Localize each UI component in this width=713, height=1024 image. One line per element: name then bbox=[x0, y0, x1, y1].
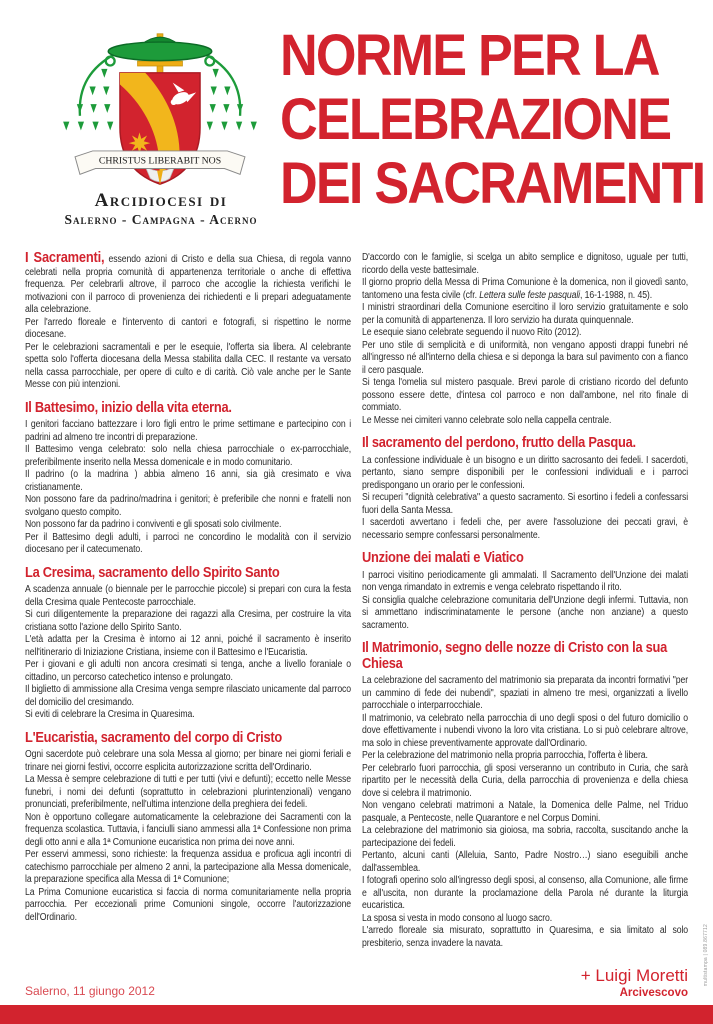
page-title bbox=[280, 24, 703, 216]
motto-text: CHRISTUS LIBERABIT NOS bbox=[98, 155, 222, 167]
paragraph: L'arredo floreale sia misurato, soprattutto in Quaresima, e sia limitato al solo presbiterio, senza invadere la navata. bbox=[362, 925, 689, 949]
title-line-2: CELEBRAZIONE bbox=[280, 87, 671, 152]
paragraph: Per il Battesimo degli adulti, i parroci ne concordino le modalità con il servizio diocesano per il catecumenato. bbox=[25, 531, 352, 555]
paragraph: Non possono fare da padrino/madrina i genitori; è preferibile che nonni e fratelli non svolgano questo compito. bbox=[25, 494, 352, 518]
paragraph: Per uno stile di semplicità e di uniformità, non vengano apposti drappi funebri né all'ingresso né all'interno della chiesa e si deponga la bara sul pavimento con a fianco il cero pasquale. bbox=[362, 339, 689, 376]
paragraph: I ministri straordinari della Comunione esercitino il loro servizio gratuitamente e solo per la comunità di appartenenza. Il loro servizio ha durata quinquennale. bbox=[362, 302, 689, 326]
signature-block bbox=[581, 966, 688, 1000]
galero-hat-icon bbox=[108, 37, 212, 60]
paragraph: Il giorno proprio della Messa di Prima Comunione è la domenica, non il giovedì santo, tantomeno una festa civile (cfr. Lettera sulle feste pasquali, 16-1-1988, n. 45). bbox=[362, 277, 689, 301]
paragraph: Si consiglia qualche celebrazione comunitaria dell'Unzione degli infermi. Tuttavia, non si ammettano indiscriminatamente le persone (anche non anziane) a questo sacramento. bbox=[362, 594, 689, 631]
footer-red-bar bbox=[0, 1005, 713, 1024]
paragraph: Per celebrarlo fuori parrocchia, gli sposi verseranno un contributo in Curia, che sarà ripartito per le necessità della Curia, della parrocchia di provenienza e della chiesa dove si celebra il matrimonio. bbox=[362, 762, 689, 799]
section-heading: La Cresima, sacramento dello Spirito Santo bbox=[25, 564, 280, 581]
paragraph: A scadenza annuale (o biennale per le parrocchie piccole) si prepari con cura la festa della Cresima quale Pentecoste parrocchiale. bbox=[25, 584, 352, 608]
paragraph: Il matrimonio, va celebrato nella parrocchia di uno degli sposi o del futuro domicilio o dove effettivamente i nubendi vivono la loro vita cristiana. Lo si può celebrare altrove, ma solo in chiese preventivamente approvate dall'Ordinario. bbox=[362, 712, 689, 749]
diocese-name: Arcidiocesi di bbox=[94, 190, 228, 211]
left-column bbox=[25, 252, 351, 924]
paragraph: Il biglietto di ammissione alla Cresima venga sempre rilasciato unicamente dal parroco del domicilio del cresimando. bbox=[25, 684, 352, 708]
section-heading: Unzione dei malati e Viatico bbox=[362, 550, 524, 566]
paragraph: Non è opportuno collegare automaticamente la celebrazione dei Sacramenti con la frequenza scolastica. Tuttavia, i fanciulli siano ammessi alla 1ª Confessione non prima degli otto anni e alla 1ª Comunione eucaristica non prima dei nove anni. bbox=[25, 811, 352, 848]
paragraph: I Sacramenti, essendo azioni di Cristo e della sua Chiesa, di regola vanno celebrati nella propria comunità di appartenenza territoriale o anche di effettiva frequenza. Per celebrarli altrove, il parroco che accoglie la richiesta verifichi le motivazioni con il parroco di provenienza dei richiedenti e li prepari adeguatamente alla celebrazione. bbox=[25, 250, 352, 315]
paragraph: La celebrazione del matrimonio sia gioiosa, ma sobria, raccolta, suscitando anche la partecipazione dei fedeli. bbox=[362, 825, 689, 849]
paragraph: Non possono far da padrino i conviventi e gli sposati solo civilmente. bbox=[25, 519, 282, 530]
section-heading: Il Battesimo, inizio della vita eterna. bbox=[25, 399, 232, 416]
coat-of-arms-graphic bbox=[42, 24, 278, 190]
paragraph: D'accordo con le famiglie, si scelga un abito semplice e dignitoso, uguale per tutti, ricordo della veste battesimale. bbox=[362, 252, 689, 276]
section-heading: Il sacramento del perdono, frutto della Pasqua. bbox=[362, 435, 636, 451]
paragraph: La sposa si vesta in modo consono al luogo sacro. bbox=[362, 912, 553, 924]
title-line-3: DEI SACRAMENTI bbox=[280, 151, 705, 216]
paragraph: I fotografi operino solo all'ingresso degli sposi, al consenso, alla Comunione, alle firme e all'uscita, non durante la proclamazione della Parola né durante la liturgia eucaristica. bbox=[362, 875, 689, 911]
title-line-1: NORME PER LA bbox=[280, 23, 659, 88]
paragraph: Si tenga l'omelia sul mistero pasquale. Brevi parole di cristiano ricordo del defunto possono essere dette, d'intesa col parroco e non dall'ambone, nel rito finale di commiato. bbox=[362, 377, 689, 413]
paragraph: Si eviti di celebrare la Cresima in Quaresima. bbox=[25, 709, 195, 720]
paragraph: La confessione individuale è un bisogno e un diritto sacrosanto dei fedeli. I sacerdoti, pertanto, siano sempre disponibili per le confessioni individuali e i parroci predispongano un orario per le confessioni. bbox=[362, 454, 689, 491]
printer-credit: multistampa | 089.867712 bbox=[703, 923, 709, 986]
paragraph: L'età adatta per la Cresima è intorno ai 12 anni, poiché il sacramento è inserito nell'itinerario di Iniziazione Cristiana, insieme con il Battesimo e l'Eucaristia. bbox=[25, 634, 352, 658]
paragraph: I parroci visitino periodicamente gli ammalati. Il Sacramento dell'Unzione dei malati non venga rimandato in extremis e venga celebrato rispettando il rito. bbox=[362, 569, 689, 593]
paragraph: Si recuperi "dignità celebrativa" a questo sacramento. Si esortino i fedeli a confessarsi fuori della Santa Messa. bbox=[362, 492, 689, 516]
paragraph: La celebrazione del sacramento del matrimonio sia preparata da incontri formativi "per un cammino di fede dei nubendi", spaziati in almeno tre mesi, organizzati a livello parrocchiale o interparrocchiale. bbox=[362, 675, 689, 711]
paragraph: I genitori facciano battezzare i loro figli entro le prime settimane e partecipino con i padrini ad almeno tre incontri di preparazione. bbox=[25, 419, 352, 443]
signature-name: + Luigi Moretti bbox=[580, 966, 688, 985]
paragraph: Non vengano celebrati matrimoni a Natale, la Domenica delle Palme, nel Triduo pasquale, a Pentecoste, nelle Quarantore e nel Corpus Domini. bbox=[362, 800, 689, 824]
paragraph: Per l'arredo floreale e l'intervento di cantori e fotografi, si rispettino le norme diocesane. bbox=[25, 316, 352, 340]
section-heading: L'Eucaristia, sacramento del corpo di Cristo bbox=[25, 729, 282, 746]
dateline: Salerno, 11 giungo 2012 bbox=[25, 984, 155, 998]
paragraph: Per le celebrazioni sacramentali e per le esequie, l'offerta sia libera. Al celebrante spetta solo l'offerta diocesana della Messa stabilita dalla CEC. Il restante va versato nella cassa parrocchiale, per opere di culto e di carità. Ciò vale anche per le Sante Messe con più intenzioni. bbox=[25, 341, 352, 390]
right-column bbox=[362, 252, 688, 950]
diocese-coat-of-arms bbox=[42, 24, 278, 190]
paragraph: Il Battesimo venga celebrato: solo nella chiesa parrocchiale o ex-parrocchiale, preferibilmente inserito nella Messa domenicale e in modo comunitario. bbox=[25, 444, 352, 468]
paragraph: I sacerdoti avvertano i fedeli che, per avere l'assoluzione dei peccati gravi, è necessario sempre confessarsi personalmente. bbox=[362, 517, 689, 541]
signature-role: Arcivescovo bbox=[619, 987, 688, 999]
paragraph: Il padrino (o la madrina ) abbia almeno 16 anni, sia già cresimato e viva cristianamente. bbox=[25, 469, 352, 493]
paragraph: Si curi diligentemente la preparazione dei ragazzi alla Cresima, per costruire la vita cristiana sotto l'azione dello Spirito Santo. bbox=[25, 609, 352, 633]
paragraph: Per esservi ammessi, sono richieste: la frequenza assidua e proficua agli incontri di catechismo parrocchiale per almeno 2 anni, la partecipazione alla Messa domenicale, la preparazione specifica alla Messa di 1ª Comunione; bbox=[25, 849, 352, 885]
section-heading: Il Matrimonio, segno delle nozze di Cristo con la sua Chiesa bbox=[362, 640, 668, 672]
paragraph: Le esequie siano celebrate seguendo il nuovo Rito (2012). bbox=[362, 327, 582, 338]
paragraph: La Messa è sempre celebrazione di tutti e per tutti (vivi e defunti); eccetto nelle Messe funebri, i nomi dei defunti (soprattutto in celebrazioni plurintenzionali) vengano pronunciati, preferibilmente, nell'ultima intenzione della preghiera dei fedeli. bbox=[25, 774, 352, 810]
paragraph: Pertanto, alcuni canti (Alleluia, Santo, Padre Nostro…) siano eseguibili anche dall'assemblea. bbox=[362, 850, 689, 874]
paragraph: Le Messe nei cimiteri vanno celebrate solo nella cappella centrale. bbox=[362, 414, 612, 426]
paragraph: Ogni sacerdote può celebrare una sola Messa al giorno; per binare nei giorni feriali e trinare nei giorni festivi, occorre esplicita autorizzazione scritta dell'Ordinario. bbox=[25, 749, 352, 773]
lead-phrase: I Sacramenti, bbox=[25, 250, 105, 266]
paragraph: Per i giovani e gli adulti non ancora cresimati si tenga, anche a livello foraniale o cittadino, un percorso catechetico intenso e prolungato. bbox=[25, 659, 352, 683]
diocese-subtitle: Salerno - Campagna - Acerno bbox=[64, 212, 258, 227]
paragraph: Per la celebrazione del matrimonio nella propria parrocchia, l'offerta è libera. bbox=[362, 750, 648, 761]
paragraph: La Prima Comunione eucaristica si faccia di norma comunitariamente nella propria parrocchia. Per eccezionali prime Comunioni singole, occorre l'autorizzazione dell'Ordinario. bbox=[25, 886, 352, 923]
italic-citation: Lettera sulle feste pasquali bbox=[479, 289, 580, 301]
